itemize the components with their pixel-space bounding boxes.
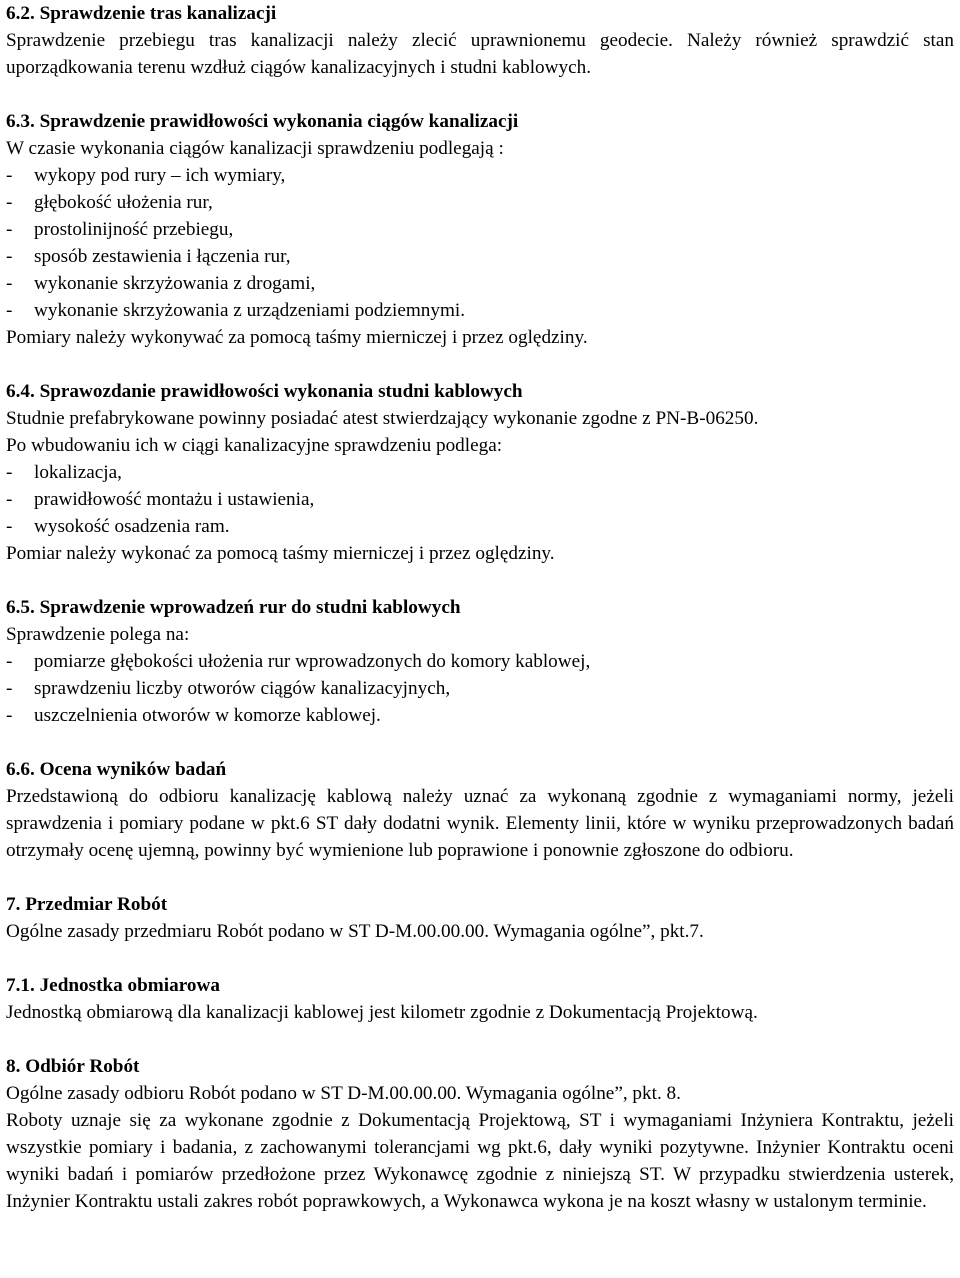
section-6-6 (6, 756, 954, 864)
section-heading: 7. Przedmiar Robót (6, 894, 168, 915)
list-item: - wykonanie skrzyżowania z urządzeniami podziemnymi. (6, 297, 954, 324)
paragraph: Studnie prefabrykowane powinny posiadać atest stwierdzający wykonanie zgodne z PN-B-06250. (6, 408, 759, 429)
list-item: - sposób zestawienia i łączenia rur, (6, 243, 954, 270)
section-heading: 6.6. Ocena wyników badań (6, 759, 227, 780)
paragraph: W czasie wykonania ciągów kanalizacji sprawdzeniu podlegają : (6, 138, 504, 159)
paragraph: Pomiar należy wykonać za pomocą taśmy mierniczej i przez oględziny. (6, 543, 555, 564)
list-item: - wysokość osadzenia ram. (6, 513, 954, 540)
dash-list (6, 648, 954, 729)
list-item: - wykonanie skrzyżowania z drogami, (6, 270, 954, 297)
paragraph: Jednostką obmiarową dla kanalizacji kablowej jest kilometr zgodnie z Dokumentacją Projektową. (6, 1002, 758, 1023)
section-8 (6, 1053, 954, 1215)
list-item: - prostolinijność przebiegu, (6, 216, 954, 243)
list-item: - głębokość ułożenia rur, (6, 189, 954, 216)
section-heading: 6.2. Sprawdzenie tras kanalizacji (6, 3, 277, 24)
section-heading: 8. Odbiór Robót (6, 1056, 140, 1077)
section-6-3 (6, 108, 954, 351)
list-item: - sprawdzeniu liczby otworów ciągów kanalizacyjnych, (6, 675, 954, 702)
paragraph: Sprawdzenie polega na: (6, 624, 190, 645)
section-7 (6, 891, 954, 945)
paragraph: Pomiary należy wykonywać za pomocą taśmy mierniczej i przez oględziny. (6, 327, 588, 348)
list-item: - pomiarze głębokości ułożenia rur wprowadzonych do komory kablowej, (6, 648, 954, 675)
list-item: - prawidłowość montażu i ustawienia, (6, 486, 954, 513)
list-item: - uszczelnienia otworów w komorze kablowej. (6, 702, 954, 729)
paragraph: Po wbudowaniu ich w ciągi kanalizacyjne sprawdzeniu podlega: (6, 435, 503, 456)
list-item: - lokalizacja, (6, 459, 954, 486)
section-7-1 (6, 972, 954, 1026)
section-heading: 7.1. Jednostka obmiarowa (6, 975, 220, 996)
section-heading: 6.3. Sprawdzenie prawidłowości wykonania ciągów kanalizacji (6, 111, 519, 132)
dash-list (6, 162, 954, 324)
paragraph: Ogólne zasady odbioru Robót podano w ST D-M.00.00.00. Wymagania ogólne”, pkt. 8. (6, 1083, 681, 1104)
paragraph: Przedstawioną do odbioru kanalizację kablową należy uznać za wykonaną zgodnie z wymaganiami normy, jeżeli sprawdzenia i pomiary podane w pkt.6 ST dały dodatni wynik. Elementy linii, które w wyniku przeprowadzonych badań otrzymały ocenę ujemną, powinny być wymienione lub poprawione i ponownie zgłoszone do odbioru. (6, 786, 954, 861)
section-6-2 (6, 0, 954, 81)
list-item: - wykopy pod rury – ich wymiary, (6, 162, 954, 189)
section-heading: 6.4. Sprawozdanie prawidłowości wykonania studni kablowych (6, 381, 523, 402)
section-6-5 (6, 594, 954, 729)
paragraph: Roboty uznaje się za wykonane zgodnie z Dokumentacją Projektową, ST i wymaganiami Inżyniera Kontraktu, jeżeli wszystkie pomiary i badania, z zachowanymi tolerancjami wg pkt.6, dały wyniki pozytywne. Inżynier Kontraktu oceni wyniki badań i pomiarów przedłożone przez Wykonawcę zgodnie z niniejszą ST. W przypadku stwierdzenia usterek, Inżynier Kontraktu ustali zakres robót poprawkowych, a Wykonawca wykona je na koszt własny w ustalonym terminie. (6, 1110, 954, 1212)
paragraph: Sprawdzenie przebiegu tras kanalizacji należy zlecić uprawnionemu geodecie. Należy również sprawdzić stan uporządkowania terenu wzdłuż ciągów kanalizacyjnych i studni kablowych. (6, 30, 954, 78)
paragraph: Ogólne zasady przedmiaru Robót podano w ST D-M.00.00.00. Wymagania ogólne”, pkt.7. (6, 921, 704, 942)
section-heading: 6.5. Sprawdzenie wprowadzeń rur do studni kablowych (6, 597, 461, 618)
dash-list (6, 459, 954, 540)
section-6-4 (6, 378, 954, 567)
